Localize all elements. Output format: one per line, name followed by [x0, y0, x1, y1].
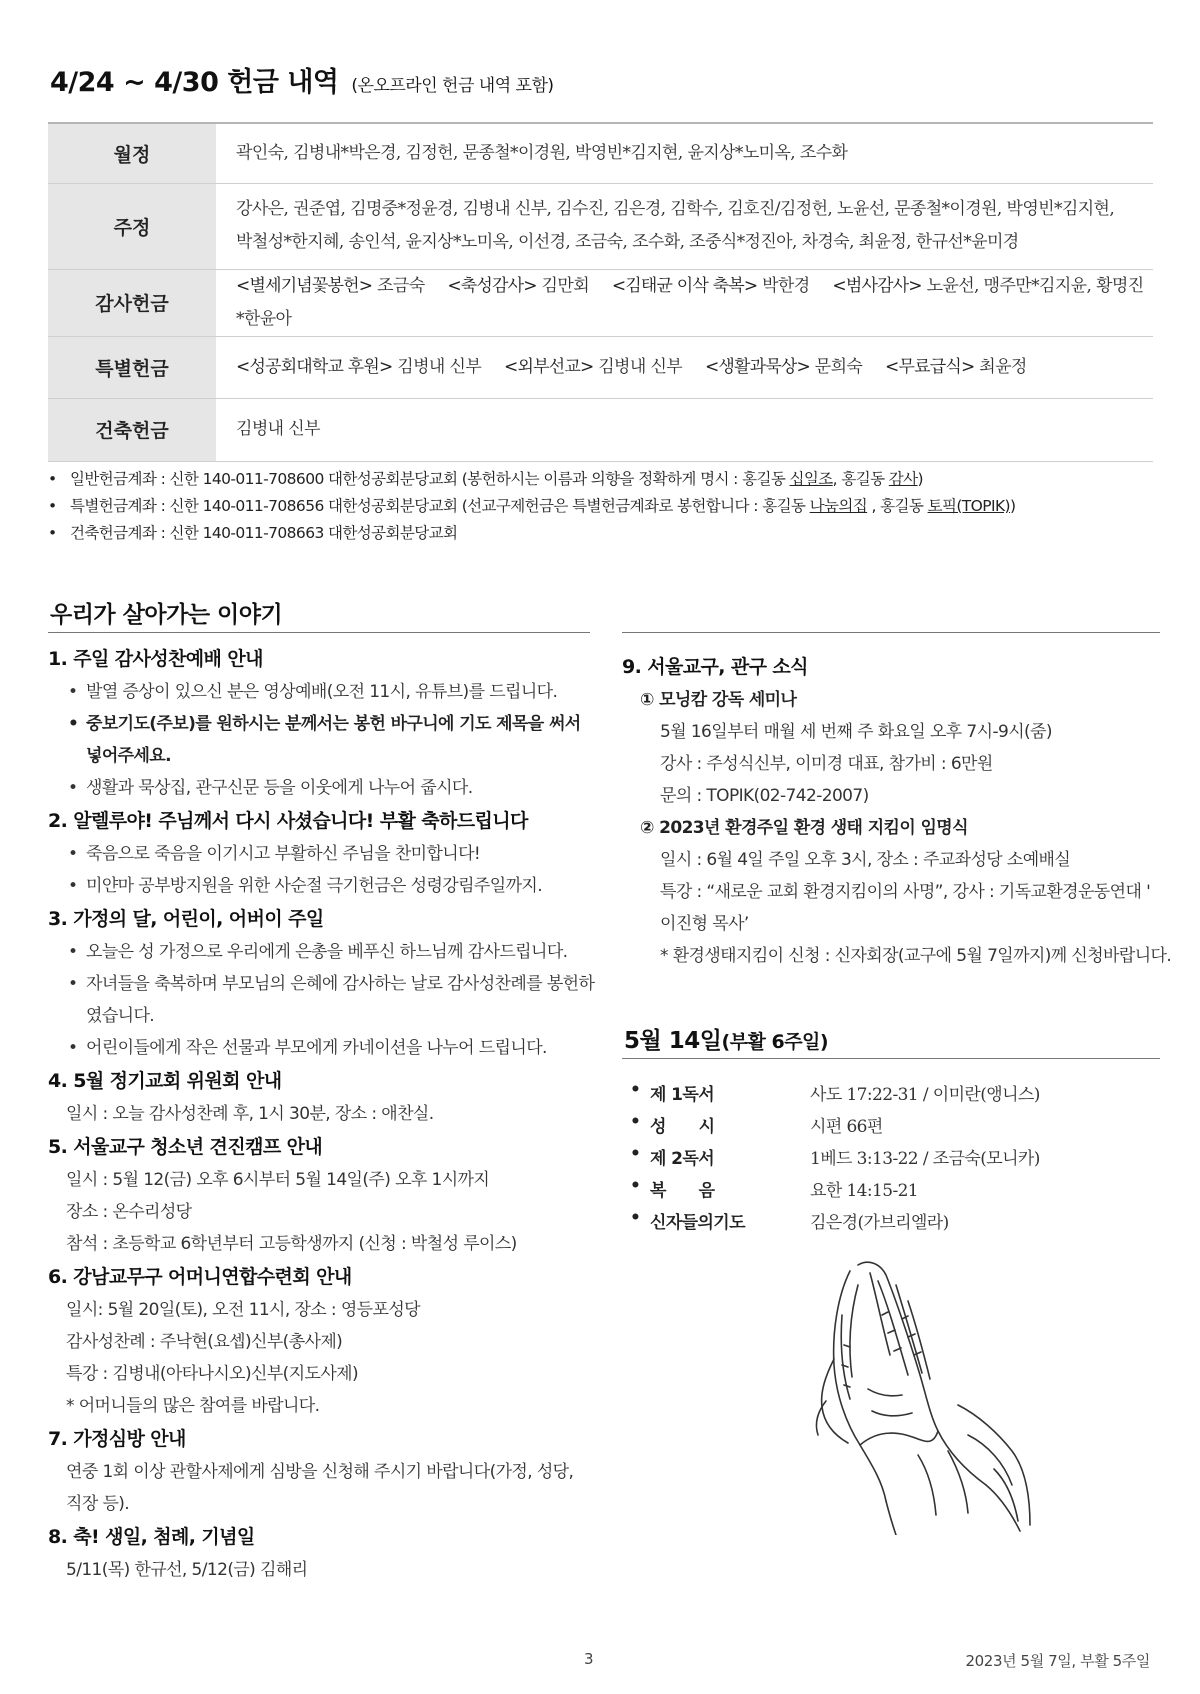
story-line: 일시 : 6월 4일 주일 오후 3시, 장소 : 주교좌성당 소예배실 — [660, 850, 1071, 870]
story-bullet: • 자녀들을 축복하며 부모님의 은혜에 감사하는 날로 감사성찬례를 봉헌하 — [48, 968, 593, 1000]
praying-hands-illustration — [798, 1255, 1033, 1535]
reading-value: 사도 17:22-31 / 이미란(앵니스) — [810, 1084, 1040, 1105]
offering-names — [216, 269, 1153, 336]
offering-title-text: 4/24 ~ 4/30 헌금 내역 — [50, 67, 339, 98]
reading-row — [630, 1140, 1040, 1172]
offering-name: 조금숙 — [377, 275, 425, 296]
reading-label: • 성 시 — [630, 1108, 810, 1140]
story-line: 참석 : 초등학교 6학년부터 고등학생까지 (신청 : 박철성 루이스) — [66, 1234, 517, 1254]
story-line: 특강 : “새로운 교회 환경지킴이의 사명”, 강사 : 기독교환경운동연대 ' — [660, 882, 1151, 902]
offering-title — [50, 60, 554, 99]
story-subtitle: ① 모닝캄 강독 세미나 — [640, 690, 797, 710]
offering-names: 김병내 신부 — [216, 398, 1153, 461]
underlined-text: 나눔의집 — [809, 497, 868, 515]
reading-value: 요한 14:15-21 — [810, 1180, 919, 1201]
offering-table — [48, 122, 1153, 462]
stories-right-column — [622, 650, 1172, 972]
divider — [48, 632, 590, 633]
account-list — [48, 466, 1015, 547]
reading-value: 1베드 3:13-22 / 조금숙(모니카) — [810, 1148, 1040, 1169]
story-title: 4. 5월 정기교회 위원회 안내 — [48, 1070, 282, 1092]
offering-names — [216, 336, 1153, 398]
offering-names-line: 강사은, 권준엽, 김명중*정윤경, 김병내 신부, 김수진, 김은경, 김학수, 김호진/김정헌, 노윤선, 문종철*이경원, 박영빈*김지현, — [236, 199, 1115, 219]
story-title: 5. 서울교구 청소년 견진캠프 안내 — [48, 1136, 323, 1158]
offering-row-thanks — [48, 269, 1153, 336]
offering-row-weekly — [48, 183, 1153, 269]
story-line: * 어머니들의 많은 참여를 바랍니다. — [66, 1396, 320, 1416]
story-line: 장소 : 온수리성당 — [66, 1202, 192, 1222]
footer-date: 2023년 5월 7일, 부활 5주일 — [965, 1652, 1150, 1670]
underlined-text: 토픽(TOPIK) — [927, 497, 1010, 515]
offering-category: 감사헌금 — [48, 269, 216, 336]
reading-label: • 제 1독서 — [630, 1076, 810, 1108]
offering-row-special — [48, 336, 1153, 398]
page-number: 3 — [584, 1650, 594, 1668]
offering-category: 특별헌금 — [48, 336, 216, 398]
story-line: 연중 1회 이상 관할사제에게 심방을 신청해 주시기 바랍니다(가정, 성당, — [66, 1462, 574, 1482]
reading-row — [630, 1108, 1040, 1140]
offering-name: 최윤정 — [979, 356, 1027, 377]
offering-tag: <생활과묵상> — [704, 356, 810, 377]
reading-label: • 복 음 — [630, 1172, 810, 1204]
offering-names — [216, 183, 1153, 269]
divider — [622, 632, 1160, 633]
story-line: 이진형 목사’ — [660, 914, 749, 934]
next-sunday-date: 5월 14일 — [624, 1028, 722, 1054]
next-sunday-subtitle: (부활 6주일) — [721, 1031, 829, 1053]
story-bullet: • 중보기도(주보)를 원하시는 분께서는 봉헌 바구니에 기도 제목을 써서 — [48, 708, 593, 740]
offering-subtitle: (온오프라인 헌금 내역 포함) — [351, 76, 554, 96]
story-line: 직장 등). — [66, 1494, 130, 1514]
story-line: 일시 : 5월 12(금) 오후 6시부터 5월 14일(주) 오후 1시까지 — [66, 1170, 490, 1190]
story-title: 7. 가정심방 안내 — [48, 1428, 186, 1450]
reading-label: • 신자들의기도 — [630, 1204, 810, 1236]
offering-tag: <범사감사> — [832, 275, 922, 296]
underlined-text: 십일조 — [789, 470, 833, 488]
offering-names-line: 박철성*한지혜, 송인석, 윤지상*노미옥, 이선경, 조금숙, 조수화, 조중식*정진아, 차경숙, 최윤정, 한규선*윤미경 — [236, 232, 1019, 252]
offering-category: 월정 — [48, 123, 216, 183]
next-sunday-title — [624, 1022, 828, 1055]
offering-name: 문희숙 — [814, 356, 863, 377]
reading-row — [630, 1076, 1040, 1108]
story-subtitle: ② 2023년 환경주일 환경 생태 지킴이 임명식 — [640, 818, 968, 838]
stories-left-column — [48, 642, 593, 1586]
story-title: 2. 알렐루야! 주님께서 다시 사셨습니다! 부활 축하드립니다 — [48, 810, 528, 832]
story-title: 9. 서울교구, 관구 소식 — [622, 656, 808, 678]
reading-value: 김은경(가브리엘라) — [810, 1212, 949, 1233]
offering-tag: <별세기념꽃봉헌> — [236, 275, 373, 296]
story-title: 8. 축! 생일, 첨례, 기념일 — [48, 1526, 255, 1548]
divider — [622, 1058, 1160, 1059]
offering-name: 김병내 신부 — [397, 356, 482, 377]
account-special: • 특별헌금계좌 : 신한 140-011-708656 대한성공회분당교회 (선교구제헌금은 특별헌금계좌로 봉헌합니다 : 홍길동 나눔의집 , 홍길동 토픽(TOPIK)) — [48, 493, 1015, 520]
offering-name: 박한경 — [762, 275, 810, 296]
offering-category: 주정 — [48, 183, 216, 269]
story-line: 문의 : TOPIK(02-742-2007) — [660, 786, 869, 806]
story-bullet: • 생활과 묵상집, 관구신문 등을 이웃에게 나누어 줍시다. — [48, 772, 593, 804]
offering-name: 노윤선, 맹주만*김지윤, 황명진*한윤아 — [236, 275, 1144, 329]
story-bullet: • 발열 증상이 있으신 분은 영상예배(오전 11시, 유튜브)를 드립니다. — [48, 676, 593, 708]
story-bullet: • 오늘은 성 가정으로 우리에게 은총을 베푸신 하느님께 감사드립니다. — [48, 936, 593, 968]
offering-tag: <무료급식> — [885, 356, 975, 377]
story-line: 감사성찬례 : 주낙현(요셉)신부(총사제) — [66, 1332, 343, 1352]
account-general: • 일반헌금계좌 : 신한 140-011-708600 대한성공회분당교회 (봉헌하시는 이름과 의향을 정확하게 명시 : 홍길동 십일조, 홍길동 감사) — [48, 466, 1015, 493]
offering-row-building — [48, 398, 1153, 461]
story-title: 6. 강남교무구 어머니연합수련회 안내 — [48, 1266, 352, 1288]
story-line: 일시 : 오늘 감사성찬례 후, 1시 30분, 장소 : 애찬실. — [66, 1104, 434, 1124]
story-line: 특강 : 김병내(아타나시오)신부(지도사제) — [66, 1364, 359, 1384]
story-line: * 환경생태지킴이 신청 : 신자회장(교구에 5월 7일까지)께 신청바랍니다. — [660, 946, 1172, 966]
offering-tag: <성공회대학교 후원> — [236, 356, 393, 377]
story-line: 5월 16일부터 매월 세 번째 주 화요일 오후 7시-9시(줌) — [660, 722, 1052, 742]
story-line: 강사 : 주성식신부, 이미경 대표, 참가비 : 6만원 — [660, 754, 993, 774]
offering-tag: <축성감사> — [447, 275, 537, 296]
story-title: 3. 가정의 달, 어린이, 어버이 주일 — [48, 908, 324, 930]
story-bullet: • 어린이들에게 작은 선물과 부모에게 카네이션을 나누어 드립니다. — [48, 1032, 593, 1064]
reading-row — [630, 1204, 1040, 1236]
offering-tag: <김태균 이삭 축복> — [611, 275, 758, 296]
offering-tag: <외부선교> — [504, 356, 594, 377]
stories-title: 우리가 살아가는 이야기 — [50, 602, 283, 628]
story-bullet: • 미얀마 공부방지원을 위한 사순절 극기헌금은 성령강림주일까지. — [48, 870, 593, 902]
reading-row — [630, 1172, 1040, 1204]
reading-label: • 제 2독서 — [630, 1140, 810, 1172]
offering-category: 건축헌금 — [48, 398, 216, 461]
underlined-text: 감사 — [888, 470, 918, 488]
account-building: • 건축헌금계좌 : 신한 140-011-708663 대한성공회분당교회 — [48, 520, 1015, 547]
reading-value: 시편 66편 — [810, 1116, 883, 1137]
offering-row-monthly — [48, 123, 1153, 183]
story-line: 5/11(목) 한규선, 5/12(금) 김해리 — [66, 1560, 308, 1580]
story-bullet: • 죽음으로 죽음을 이기시고 부활하신 주님을 찬미합니다! — [48, 838, 593, 870]
offering-names: 곽인숙, 김병내*박은경, 김정헌, 문종철*이경원, 박영빈*김지현, 윤지상*노미옥, 조수화 — [216, 123, 1153, 183]
story-bullet-cont: 넣어주세요. — [86, 746, 171, 766]
offering-name: 김만회 — [541, 275, 590, 296]
readings-table — [630, 1076, 1040, 1236]
story-title: 1. 주일 감사성찬예배 안내 — [48, 648, 263, 670]
story-line: 일시: 5월 20일(토), 오전 11시, 장소 : 영등포성당 — [66, 1300, 420, 1320]
story-bullet-cont: 였습니다. — [86, 1006, 155, 1026]
offering-name: 김병내 신부 — [598, 356, 683, 377]
